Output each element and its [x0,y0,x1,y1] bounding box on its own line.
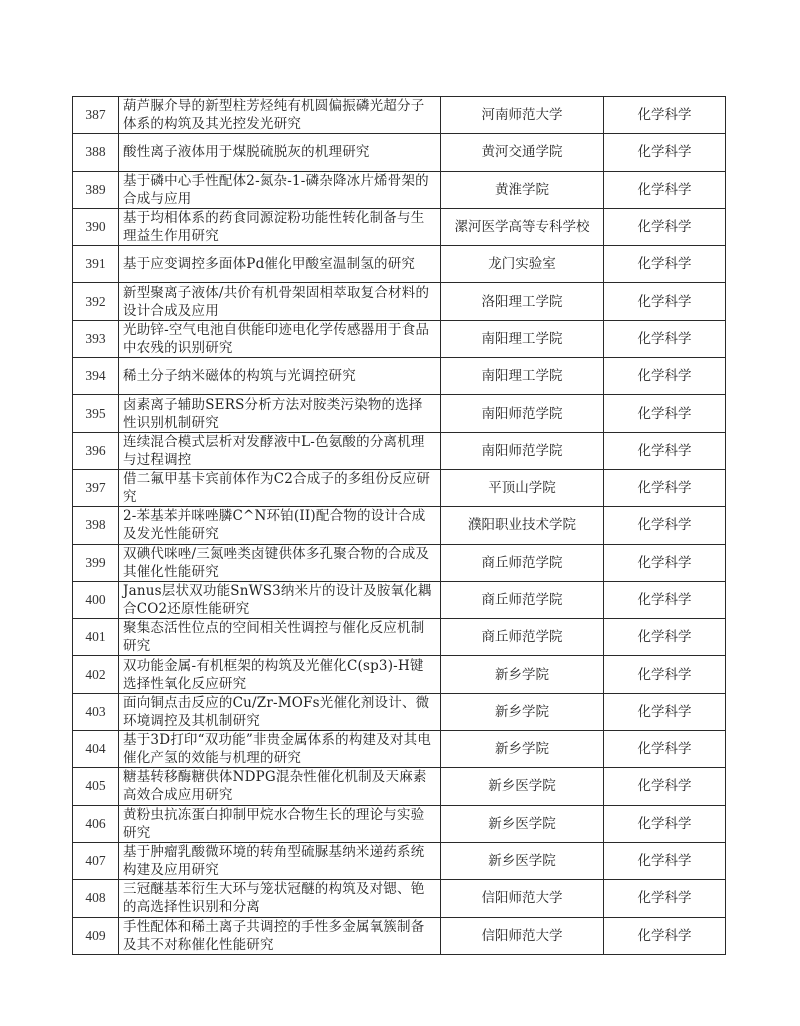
table-row [73,469,726,506]
discipline: 化学科学 [604,581,726,618]
institution: 新乡医学院 [441,842,604,879]
discipline: 化学科学 [604,693,726,730]
discipline: 化学科学 [604,134,726,171]
project-title: 2-苯基苯并咪唑膦C^N环铂(II)配合物的设计合成及发光性能研究 [119,507,441,544]
institution: 南阳理工学院 [441,358,604,395]
discipline: 化学科学 [604,97,726,134]
institution: 黄河交通学院 [441,134,604,171]
table-row [73,432,726,469]
table-row [73,358,726,395]
row-number: 394 [73,358,119,395]
table-row [73,731,726,768]
row-number: 405 [73,768,119,805]
discipline: 化学科学 [604,469,726,506]
project-title: 双功能金属-有机框架的构筑及光催化C(sp3)-H键选择性氧化反应研究 [119,656,441,693]
project-title: 基于肿瘤乳酸微环境的转角型硫脲基纳米递药系统构建及应用研究 [119,842,441,879]
institution: 商丘师范学院 [441,619,604,656]
project-title: 手性配体和稀土离子共调控的手性多金属氧簇制备及其不对称催化性能研究 [119,917,441,954]
discipline: 化学科学 [604,507,726,544]
discipline: 化学科学 [604,619,726,656]
table-row [73,656,726,693]
discipline: 化学科学 [604,246,726,283]
project-title: 基于应变调控多面体Pd催化甲酸室温制氢的研究 [119,246,441,283]
row-number: 393 [73,320,119,357]
discipline: 化学科学 [604,544,726,581]
row-number: 403 [73,693,119,730]
discipline: 化学科学 [604,880,726,917]
project-title: 糖基转移酶糖供体NDPG混杂性催化机制及天麻素高效合成应用研究 [119,768,441,805]
project-title: 卤素离子辅助SERS分析方法对胺类污染物的选择性识别机制研究 [119,395,441,432]
institution: 南阳理工学院 [441,320,604,357]
discipline: 化学科学 [604,432,726,469]
project-title: Janus层状双功能SnWS3纳米片的设计及胺氧化耦合CO2还原性能研究 [119,581,441,618]
table-row [73,581,726,618]
row-number: 404 [73,731,119,768]
row-number: 392 [73,283,119,320]
project-table-body [73,97,726,955]
discipline: 化学科学 [604,283,726,320]
row-number: 402 [73,656,119,693]
row-number: 389 [73,171,119,208]
discipline: 化学科学 [604,320,726,357]
institution: 河南师范大学 [441,97,604,134]
row-number: 406 [73,805,119,842]
table-row [73,208,726,245]
discipline: 化学科学 [604,842,726,879]
row-number: 401 [73,619,119,656]
institution: 黄淮学院 [441,171,604,208]
discipline: 化学科学 [604,731,726,768]
project-title: 稀土分子纳米磁体的构筑与光调控研究 [119,358,441,395]
row-number: 396 [73,432,119,469]
table-row [73,320,726,357]
project-title: 基于磷中心手性配体2-氮杂-1-磷杂降冰片烯骨架的合成与应用 [119,171,441,208]
project-title: 酸性离子液体用于煤脱硫脱灰的机理研究 [119,134,441,171]
table-row [73,880,726,917]
table-row [73,171,726,208]
row-number: 387 [73,97,119,134]
row-number: 399 [73,544,119,581]
table-row [73,842,726,879]
project-title: 借二氟甲基卡宾前体作为C2合成子的多组份反应研究 [119,469,441,506]
institution: 南阳师范学院 [441,395,604,432]
institution: 新乡学院 [441,731,604,768]
row-number: 407 [73,842,119,879]
project-table [72,96,726,955]
project-title: 双碘代咪唑/三氮唑类卤键供体多孔聚合物的合成及其催化性能研究 [119,544,441,581]
discipline: 化学科学 [604,358,726,395]
project-title: 光助锌-空气电池自供能印迹电化学传感器用于食品中农残的识别研究 [119,320,441,357]
institution: 龙门实验室 [441,246,604,283]
row-number: 388 [73,134,119,171]
table-row [73,134,726,171]
project-title: 黄粉虫抗冻蛋白抑制甲烷水合物生长的理论与实验研究 [119,805,441,842]
project-title: 基于均相体系的药食同源淀粉功能性转化制备与生理益生作用研究 [119,208,441,245]
table-row [73,544,726,581]
discipline: 化学科学 [604,768,726,805]
discipline: 化学科学 [604,208,726,245]
table-row [73,395,726,432]
institution: 新乡学院 [441,656,604,693]
project-title: 聚集态活性位点的空间相关性调控与催化反应机制研究 [119,619,441,656]
discipline: 化学科学 [604,395,726,432]
institution: 漯河医学高等专科学校 [441,208,604,245]
row-number: 397 [73,469,119,506]
institution: 平顶山学院 [441,469,604,506]
row-number: 395 [73,395,119,432]
project-title: 连续混合模式层析对发酵液中L-色氨酸的分离机理与过程调控 [119,432,441,469]
row-number: 409 [73,917,119,954]
project-title: 三冠醚基苯衍生大环与笼状冠醚的构筑及对锶、铯的高选择性识别和分离 [119,880,441,917]
institution: 洛阳理工学院 [441,283,604,320]
table-row [73,246,726,283]
row-number: 390 [73,208,119,245]
project-title: 基于3D打印“双功能”非贵金属体系的构建及对其电催化产氢的效能与机理的研究 [119,731,441,768]
row-number: 400 [73,581,119,618]
discipline: 化学科学 [604,171,726,208]
institution: 商丘师范学院 [441,581,604,618]
institution: 濮阳职业技术学院 [441,507,604,544]
table-row [73,768,726,805]
institution: 商丘师范学院 [441,544,604,581]
institution: 信阳师范大学 [441,917,604,954]
institution: 信阳师范大学 [441,880,604,917]
institution: 新乡医学院 [441,768,604,805]
institution: 新乡学院 [441,693,604,730]
table-row [73,805,726,842]
table-row [73,97,726,134]
row-number: 391 [73,246,119,283]
table-row [73,507,726,544]
discipline: 化学科学 [604,917,726,954]
project-title: 葫芦脲介导的新型柱芳烃纯有机圆偏振磷光超分子体系的构筑及其光控发光研究 [119,97,441,134]
table-row [73,693,726,730]
project-title: 新型聚离子液体/共价有机骨架固相萃取复合材料的设计合成及应用 [119,283,441,320]
table-row [73,283,726,320]
discipline: 化学科学 [604,656,726,693]
institution: 新乡医学院 [441,805,604,842]
row-number: 408 [73,880,119,917]
discipline: 化学科学 [604,805,726,842]
institution: 南阳师范学院 [441,432,604,469]
row-number: 398 [73,507,119,544]
table-row [73,619,726,656]
project-title: 面向铜点击反应的Cu/Zr-MOFs光催化剂设计、微环境调控及其机制研究 [119,693,441,730]
table-row [73,917,726,954]
